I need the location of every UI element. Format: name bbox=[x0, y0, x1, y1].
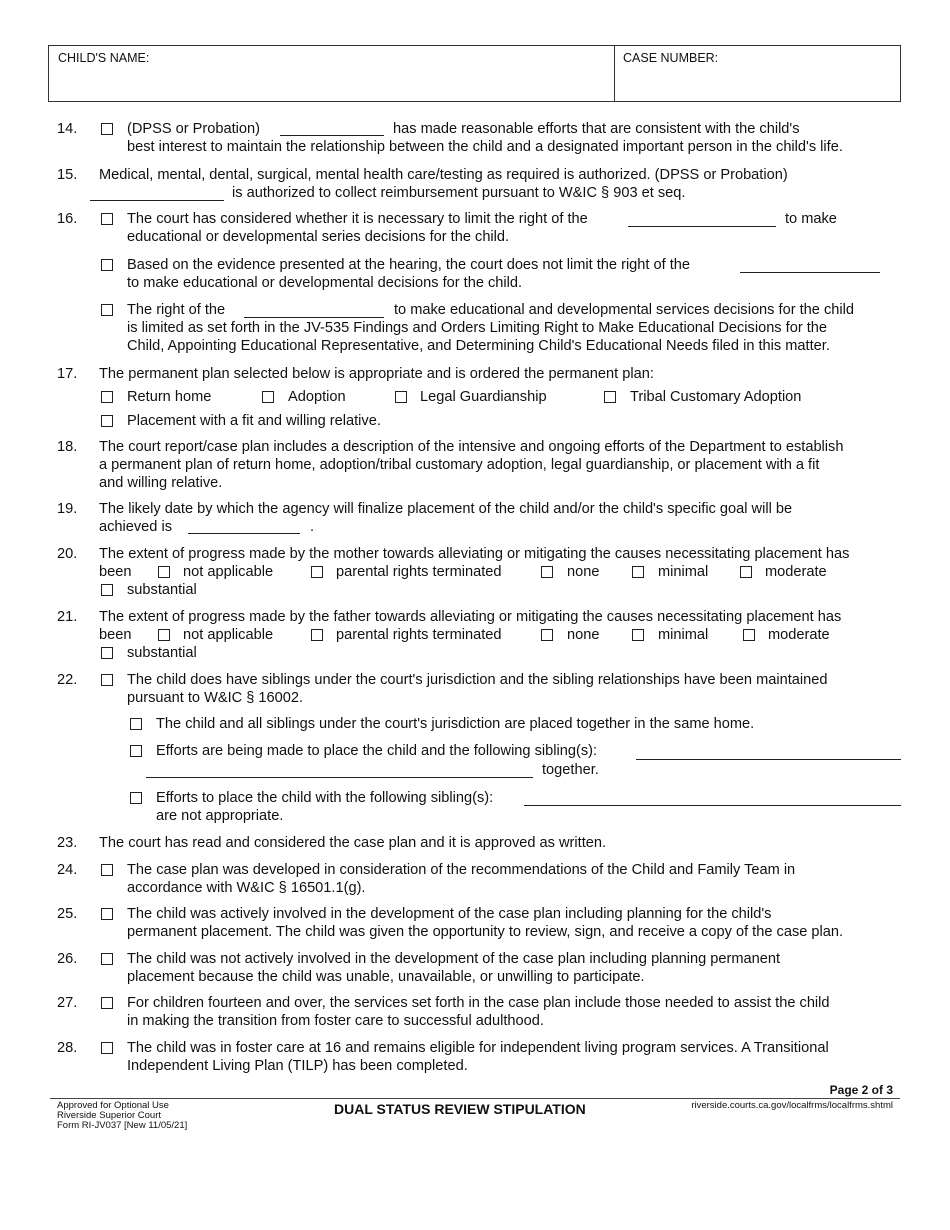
item-21-text: been bbox=[99, 627, 132, 643]
item-20-text: The extent of progress made by the mother towards alleviating or mitigating the causes necessitating placement has bbox=[99, 546, 850, 562]
item-19-period: . bbox=[310, 519, 315, 535]
child-name-label: CHILD'S NAME: bbox=[58, 51, 150, 65]
footer-url[interactable]: riverside.courts.ca.gov/localfrms/localfrms.shtml bbox=[691, 1100, 893, 1111]
option-placement-relative: Placement with a fit and willing relative. bbox=[127, 413, 381, 429]
item-24-text: The case plan was developed in consideration of the recommendations of the Child and Family Team in bbox=[127, 862, 796, 878]
item-16-text: educational or developmental series decisions for the child. bbox=[127, 229, 510, 245]
item-22b-text: together. bbox=[542, 762, 599, 778]
item-27-text: For children fourteen and over, the services set forth in the case plan include those needed to assist the child bbox=[127, 995, 830, 1011]
item-number-25: 25. bbox=[57, 906, 78, 922]
item-16-text: The court has considered whether it is necessary to limit the right of the bbox=[127, 211, 588, 227]
checkbox-father-parental-rights-terminated[interactable] bbox=[311, 629, 323, 641]
blank-line-22c[interactable] bbox=[524, 805, 901, 806]
item-24-text: accordance with W&IC § 16501.1(g). bbox=[127, 880, 366, 896]
blank-line-19[interactable] bbox=[188, 533, 300, 534]
item-number-24: 24. bbox=[57, 862, 78, 878]
checkbox-22[interactable] bbox=[101, 674, 113, 686]
item-22c-text: are not appropriate. bbox=[156, 808, 284, 824]
item-number-19: 19. bbox=[57, 501, 78, 517]
blank-line-14[interactable] bbox=[280, 135, 384, 136]
item-16-text: to make bbox=[785, 211, 837, 227]
item-number-21: 21. bbox=[57, 609, 78, 625]
checkbox-22c[interactable] bbox=[130, 792, 142, 804]
option-moderate: moderate bbox=[768, 627, 830, 643]
footer-approved: Approved for Optional Use bbox=[57, 1100, 169, 1111]
item-14-text: has made reasonable efforts that are consistent with the child's bbox=[393, 121, 800, 137]
item-26-text: The child was not actively involved in the development of the case plan including planning permanent bbox=[127, 951, 781, 967]
item-27-text: in making the transition from foster care to successful adulthood. bbox=[127, 1013, 544, 1029]
item-number-23: 23. bbox=[57, 835, 78, 851]
item-25-text: permanent placement. The child was given the opportunity to review, sign, and receive a copy of the case plan. bbox=[127, 924, 844, 940]
option-not-applicable: not applicable bbox=[183, 564, 274, 580]
item-25-text: The child was actively involved in the development of the case plan including planning for the child's bbox=[127, 906, 772, 922]
checkbox-legal-guardianship[interactable] bbox=[395, 391, 407, 403]
blank-line-22b-2[interactable] bbox=[146, 777, 533, 778]
item-21-text: The extent of progress made by the father towards alleviating or mitigating the causes necessitating placement has bbox=[99, 609, 842, 625]
checkbox-mother-minimal[interactable] bbox=[632, 566, 644, 578]
checkbox-mother-not-applicable[interactable] bbox=[158, 566, 170, 578]
option-none: none bbox=[567, 564, 600, 580]
item-22a-text: The child and all siblings under the court's jurisdiction are placed together in the same home. bbox=[156, 716, 755, 732]
checkbox-mother-substantial[interactable] bbox=[101, 584, 113, 596]
checkbox-father-substantial[interactable] bbox=[101, 647, 113, 659]
item-number-28: 28. bbox=[57, 1040, 78, 1056]
footer-court: Riverside Superior Court bbox=[57, 1110, 162, 1121]
checkbox-return-home[interactable] bbox=[101, 391, 113, 403]
checkbox-16c[interactable] bbox=[101, 304, 113, 316]
item-16-text: Based on the evidence presented at the hearing, the court does not limit the right of the bbox=[127, 257, 691, 273]
caption-box bbox=[48, 45, 901, 102]
item-14-text: (DPSS or Probation) bbox=[127, 121, 261, 137]
checkbox-27[interactable] bbox=[101, 997, 113, 1009]
checkbox-mother-none[interactable] bbox=[541, 566, 553, 578]
option-none: none bbox=[567, 627, 600, 643]
option-minimal: minimal bbox=[658, 564, 709, 580]
form-title: DUAL STATUS REVIEW STIPULATION bbox=[334, 1101, 586, 1117]
checkbox-26[interactable] bbox=[101, 953, 113, 965]
checkbox-28[interactable] bbox=[101, 1042, 113, 1054]
item-14-text: best interest to maintain the relationship between the child and a designated important person in the child's life. bbox=[127, 139, 843, 155]
item-18-text: and willing relative. bbox=[99, 475, 223, 491]
item-20-text: been bbox=[99, 564, 132, 580]
checkbox-16a[interactable] bbox=[101, 213, 113, 225]
option-moderate: moderate bbox=[765, 564, 827, 580]
option-parental-rights-terminated: parental rights terminated bbox=[336, 627, 502, 643]
item-number-17: 17. bbox=[57, 366, 78, 382]
item-19-text: achieved is bbox=[99, 519, 173, 535]
option-adoption: Adoption bbox=[288, 389, 346, 405]
item-19-text: The likely date by which the agency will finalize placement of the child and/or the child's specific goal will be bbox=[99, 501, 793, 517]
item-16-text: to make educational and developmental services decisions for the child bbox=[394, 302, 854, 318]
checkbox-24[interactable] bbox=[101, 864, 113, 876]
checkbox-father-moderate[interactable] bbox=[743, 629, 755, 641]
item-15-text: is authorized to collect reimbursement pursuant to W&IC § 903 et seq. bbox=[232, 185, 686, 201]
item-23-text: The court has read and considered the case plan and it is approved as written. bbox=[99, 835, 607, 851]
item-22c-text: Efforts to place the child with the following sibling(s): bbox=[156, 790, 494, 806]
caption-divider bbox=[614, 46, 615, 101]
case-number-label: CASE NUMBER: bbox=[623, 51, 719, 65]
item-number-27: 27. bbox=[57, 995, 78, 1011]
option-minimal: minimal bbox=[658, 627, 709, 643]
item-number-22: 22. bbox=[57, 672, 78, 688]
item-number-15: 15. bbox=[57, 167, 78, 183]
item-26-text: placement because the child was unable, unavailable, or unwilling to participate. bbox=[127, 969, 645, 985]
blank-line-22b[interactable] bbox=[636, 759, 901, 760]
option-tribal-customary-adoption: Tribal Customary Adoption bbox=[630, 389, 802, 405]
blank-line-16c[interactable] bbox=[244, 317, 384, 318]
item-15-text: Medical, mental, dental, surgical, mental health care/testing as required is authorized. (DPSS or Probation) bbox=[99, 167, 788, 183]
blank-line-16b[interactable] bbox=[740, 272, 880, 273]
page-number: Page 2 of 3 bbox=[829, 1083, 893, 1097]
item-22b-text: Efforts are being made to place the child and the following sibling(s): bbox=[156, 743, 598, 759]
item-28-text: The child was in foster care at 16 and remains eligible for independent living program services. A Transitional bbox=[127, 1040, 829, 1056]
item-18-text: a permanent plan of return home, adoption/tribal customary adoption, legal guardianship, or placement with a fit bbox=[99, 457, 820, 473]
item-16-text: The right of the bbox=[127, 302, 226, 318]
checkbox-father-minimal[interactable] bbox=[632, 629, 644, 641]
item-number-26: 26. bbox=[57, 951, 78, 967]
item-17-text: The permanent plan selected below is appropriate and is ordered the permanent plan: bbox=[99, 366, 654, 382]
checkbox-tribal-customary-adoption[interactable] bbox=[604, 391, 616, 403]
checkbox-placement-relative[interactable] bbox=[101, 415, 113, 427]
item-22-text: The child does have siblings under the court's jurisdiction and the sibling relationships have been maintained bbox=[127, 672, 828, 688]
item-number-18: 18. bbox=[57, 439, 78, 455]
checkbox-22a[interactable] bbox=[130, 718, 142, 730]
item-16-text: to make educational or developmental decisions for the child. bbox=[127, 275, 523, 291]
footer-form-id: Form RI-JV037 [New 11/05/21] bbox=[57, 1120, 188, 1131]
checkbox-father-none[interactable] bbox=[541, 629, 553, 641]
checkbox-father-not-applicable[interactable] bbox=[158, 629, 170, 641]
option-substantial: substantial bbox=[127, 582, 197, 598]
item-number-16: 16. bbox=[57, 211, 78, 227]
footer-rule bbox=[50, 1098, 900, 1099]
item-18-text: The court report/case plan includes a description of the intensive and ongoing efforts of the Department to establish bbox=[99, 439, 844, 455]
option-legal-guardianship: Legal Guardianship bbox=[420, 389, 547, 405]
item-28-text: Independent Living Plan (TILP) has been completed. bbox=[127, 1058, 468, 1074]
checkbox-mother-parental-rights-terminated[interactable] bbox=[311, 566, 323, 578]
item-22-text: pursuant to W&IC § 16002. bbox=[127, 690, 304, 706]
option-not-applicable: not applicable bbox=[183, 627, 274, 643]
item-number-20: 20. bbox=[57, 546, 78, 562]
option-parental-rights-terminated: parental rights terminated bbox=[336, 564, 502, 580]
blank-line-16a[interactable] bbox=[628, 226, 776, 227]
option-return-home: Return home bbox=[127, 389, 212, 405]
blank-line-15[interactable] bbox=[90, 200, 224, 201]
item-number-14: 14. bbox=[57, 121, 78, 137]
checkbox-14[interactable] bbox=[101, 123, 113, 135]
item-16-text: is limited as set forth in the JV-535 Findings and Orders Limiting Right to Make Educational Decisions for the bbox=[127, 320, 828, 336]
checkbox-mother-moderate[interactable] bbox=[740, 566, 752, 578]
option-substantial: substantial bbox=[127, 645, 197, 661]
checkbox-16b[interactable] bbox=[101, 259, 113, 271]
checkbox-22b[interactable] bbox=[130, 745, 142, 757]
item-16-text: Child, Appointing Educational Representative, and Determining Child's Educational Needs filed in this matter. bbox=[127, 338, 830, 354]
checkbox-25[interactable] bbox=[101, 908, 113, 920]
checkbox-adoption[interactable] bbox=[262, 391, 274, 403]
